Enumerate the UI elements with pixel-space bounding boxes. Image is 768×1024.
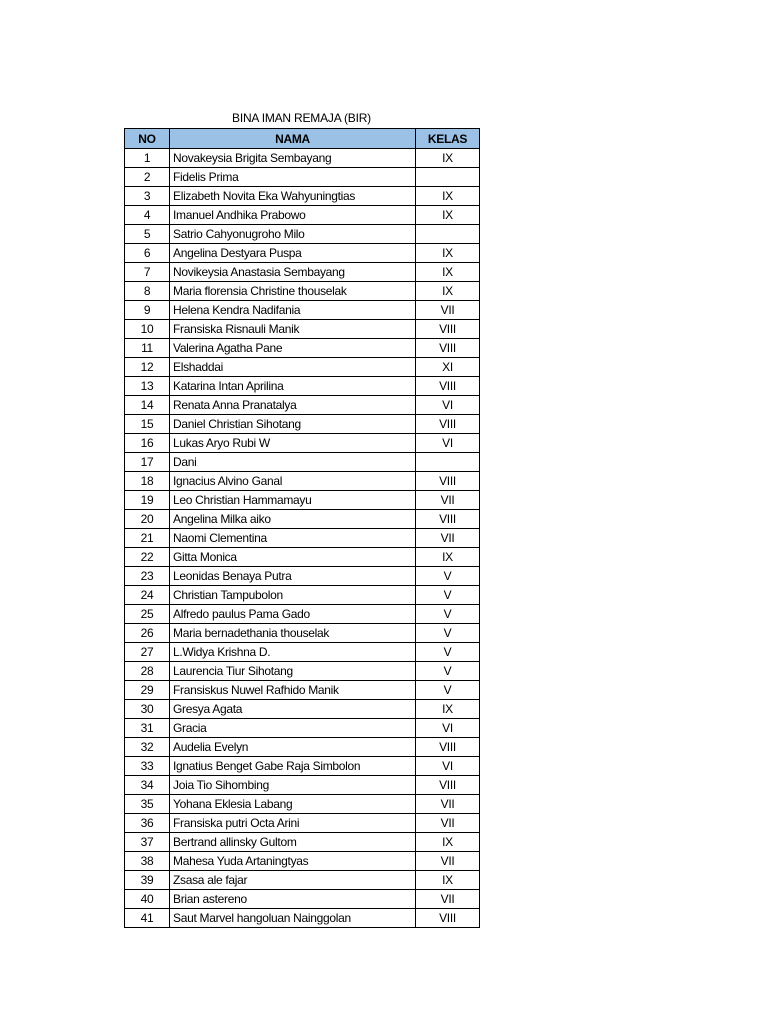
student-name-cell: Ignatius Benget Gabe Raja Simbolon xyxy=(170,757,416,776)
class-cell: XI xyxy=(416,358,480,377)
class-cell: IX xyxy=(416,149,480,168)
table-row xyxy=(125,206,480,225)
table-header xyxy=(125,129,480,149)
class-cell: V xyxy=(416,643,480,662)
column-header-no: NO xyxy=(125,129,170,149)
student-name-cell: Joia Tio Sihombing xyxy=(170,776,416,795)
table-row xyxy=(125,643,480,662)
class-cell: IX xyxy=(416,263,480,282)
row-number-cell: 20 xyxy=(125,510,170,529)
student-name-cell: Katarina Intan Aprilina xyxy=(170,377,416,396)
student-name-cell: Elshaddai xyxy=(170,358,416,377)
class-cell: VI xyxy=(416,719,480,738)
class-cell: VII xyxy=(416,795,480,814)
table-row xyxy=(125,529,480,548)
student-name-cell: Novakeysia Brigita Sembayang xyxy=(170,149,416,168)
class-cell: VII xyxy=(416,529,480,548)
row-number-cell: 25 xyxy=(125,605,170,624)
row-number-cell: 29 xyxy=(125,681,170,700)
table-row xyxy=(125,757,480,776)
row-number-cell: 3 xyxy=(125,187,170,206)
class-cell: VIII xyxy=(416,909,480,928)
table-row xyxy=(125,149,480,168)
table-row xyxy=(125,434,480,453)
table-row xyxy=(125,662,480,681)
table-row xyxy=(125,814,480,833)
row-number-cell: 41 xyxy=(125,909,170,928)
student-name-cell: Daniel Christian Sihotang xyxy=(170,415,416,434)
student-name-cell: Elizabeth Novita Eka Wahyuningtias xyxy=(170,187,416,206)
table-row xyxy=(125,244,480,263)
row-number-cell: 21 xyxy=(125,529,170,548)
class-cell: IX xyxy=(416,244,480,263)
table-row xyxy=(125,187,480,206)
row-number-cell: 26 xyxy=(125,624,170,643)
student-name-cell: Valerina Agatha Pane xyxy=(170,339,416,358)
row-number-cell: 12 xyxy=(125,358,170,377)
row-number-cell: 14 xyxy=(125,396,170,415)
class-cell: V xyxy=(416,681,480,700)
row-number-cell: 5 xyxy=(125,225,170,244)
row-number-cell: 36 xyxy=(125,814,170,833)
row-number-cell: 16 xyxy=(125,434,170,453)
class-cell: IX xyxy=(416,700,480,719)
student-name-cell: Bertrand allinsky Gultom xyxy=(170,833,416,852)
student-name-cell: Novikeysia Anastasia Sembayang xyxy=(170,263,416,282)
table-row xyxy=(125,225,480,244)
class-cell: V xyxy=(416,586,480,605)
table-row xyxy=(125,282,480,301)
student-name-cell: Dani xyxy=(170,453,416,472)
student-name-cell: Leonidas Benaya Putra xyxy=(170,567,416,586)
student-name-cell: Maria bernadethania thouselak xyxy=(170,624,416,643)
row-number-cell: 6 xyxy=(125,244,170,263)
table-row xyxy=(125,586,480,605)
class-cell: VIII xyxy=(416,377,480,396)
row-number-cell: 37 xyxy=(125,833,170,852)
class-cell: VIII xyxy=(416,320,480,339)
student-name-cell: Naomi Clementina xyxy=(170,529,416,548)
student-name-cell: Helena Kendra Nadifania xyxy=(170,301,416,320)
student-name-cell: Laurencia Tiur Sihotang xyxy=(170,662,416,681)
row-number-cell: 31 xyxy=(125,719,170,738)
table-row xyxy=(125,396,480,415)
student-name-cell: Gitta Monica xyxy=(170,548,416,567)
student-name-cell: Angelina Destyara Puspa xyxy=(170,244,416,263)
class-cell: IX xyxy=(416,187,480,206)
student-name-cell: Gracia xyxy=(170,719,416,738)
student-name-cell: Fransiska putri Octa Arini xyxy=(170,814,416,833)
table-row xyxy=(125,377,480,396)
student-name-cell: Renata Anna Pranatalya xyxy=(170,396,416,415)
table-row xyxy=(125,700,480,719)
student-name-cell: Yohana Eklesia Labang xyxy=(170,795,416,814)
row-number-cell: 23 xyxy=(125,567,170,586)
column-header-kelas: KELAS xyxy=(416,129,480,149)
class-cell: IX xyxy=(416,833,480,852)
student-name-cell: Audelia Evelyn xyxy=(170,738,416,757)
table-row xyxy=(125,624,480,643)
class-cell: VII xyxy=(416,301,480,320)
table-row xyxy=(125,510,480,529)
roster-table xyxy=(124,128,480,928)
table-row xyxy=(125,263,480,282)
table-row xyxy=(125,738,480,757)
table-row xyxy=(125,472,480,491)
row-number-cell: 24 xyxy=(125,586,170,605)
row-number-cell: 11 xyxy=(125,339,170,358)
student-name-cell: Fransiskus Nuwel Rafhido Manik xyxy=(170,681,416,700)
table-row xyxy=(125,301,480,320)
class-cell: VII xyxy=(416,852,480,871)
student-name-cell: Alfredo paulus Pama Gado xyxy=(170,605,416,624)
table-row xyxy=(125,567,480,586)
table-row xyxy=(125,320,480,339)
row-number-cell: 34 xyxy=(125,776,170,795)
student-name-cell: Imanuel Andhika Prabowo xyxy=(170,206,416,225)
class-cell: VII xyxy=(416,491,480,510)
table-row xyxy=(125,871,480,890)
table-row xyxy=(125,415,480,434)
row-number-cell: 28 xyxy=(125,662,170,681)
column-header-nama: NAMA xyxy=(170,129,416,149)
class-cell: IX xyxy=(416,548,480,567)
table-row xyxy=(125,605,480,624)
class-cell: VIII xyxy=(416,415,480,434)
class-cell: IX xyxy=(416,282,480,301)
sheet-title: BINA IMAN REMAJA (BIR) xyxy=(232,111,371,125)
class-cell: VI xyxy=(416,757,480,776)
class-cell xyxy=(416,225,480,244)
class-cell: V xyxy=(416,624,480,643)
student-name-cell: Maria florensia Christine thouselak xyxy=(170,282,416,301)
student-name-cell: Saut Marvel hangoluan Nainggolan xyxy=(170,909,416,928)
class-cell: V xyxy=(416,605,480,624)
table-row xyxy=(125,776,480,795)
table-body xyxy=(125,149,480,928)
table-row xyxy=(125,852,480,871)
row-number-cell: 18 xyxy=(125,472,170,491)
row-number-cell: 1 xyxy=(125,149,170,168)
student-name-cell: Mahesa Yuda Artaningtyas xyxy=(170,852,416,871)
class-cell: VII xyxy=(416,890,480,909)
row-number-cell: 13 xyxy=(125,377,170,396)
class-cell: IX xyxy=(416,871,480,890)
class-cell: VIII xyxy=(416,776,480,795)
class-cell xyxy=(416,453,480,472)
student-name-cell: Satrio Cahyonugroho Milo xyxy=(170,225,416,244)
row-number-cell: 35 xyxy=(125,795,170,814)
table-row xyxy=(125,909,480,928)
student-name-cell: Brian astereno xyxy=(170,890,416,909)
row-number-cell: 30 xyxy=(125,700,170,719)
row-number-cell: 32 xyxy=(125,738,170,757)
student-name-cell: Lukas Aryo Rubi W xyxy=(170,434,416,453)
table-row xyxy=(125,168,480,187)
row-number-cell: 2 xyxy=(125,168,170,187)
table-row xyxy=(125,491,480,510)
class-cell: VIII xyxy=(416,738,480,757)
row-number-cell: 33 xyxy=(125,757,170,776)
table-row xyxy=(125,548,480,567)
header-row xyxy=(125,129,480,149)
class-cell: VIII xyxy=(416,510,480,529)
row-number-cell: 40 xyxy=(125,890,170,909)
class-cell: VIII xyxy=(416,472,480,491)
row-number-cell: 9 xyxy=(125,301,170,320)
student-name-cell: Leo Christian Hammamayu xyxy=(170,491,416,510)
row-number-cell: 39 xyxy=(125,871,170,890)
class-cell: VI xyxy=(416,396,480,415)
row-number-cell: 27 xyxy=(125,643,170,662)
table-row xyxy=(125,890,480,909)
student-name-cell: Fidelis Prima xyxy=(170,168,416,187)
student-name-cell: Gresya Agata xyxy=(170,700,416,719)
row-number-cell: 19 xyxy=(125,491,170,510)
row-number-cell: 22 xyxy=(125,548,170,567)
table-row xyxy=(125,358,480,377)
table-row xyxy=(125,719,480,738)
table-row xyxy=(125,795,480,814)
class-cell xyxy=(416,168,480,187)
row-number-cell: 15 xyxy=(125,415,170,434)
student-name-cell: Angelina Milka aiko xyxy=(170,510,416,529)
row-number-cell: 8 xyxy=(125,282,170,301)
table-row xyxy=(125,681,480,700)
student-name-cell: Fransiska Risnauli Manik xyxy=(170,320,416,339)
row-number-cell: 7 xyxy=(125,263,170,282)
class-cell: VII xyxy=(416,814,480,833)
table-row xyxy=(125,833,480,852)
table-row xyxy=(125,339,480,358)
student-name-cell: L.Widya Krishna D. xyxy=(170,643,416,662)
class-cell: VIII xyxy=(416,339,480,358)
class-cell: V xyxy=(416,662,480,681)
class-cell: IX xyxy=(416,206,480,225)
class-cell: V xyxy=(416,567,480,586)
student-name-cell: Zsasa ale fajar xyxy=(170,871,416,890)
row-number-cell: 17 xyxy=(125,453,170,472)
row-number-cell: 38 xyxy=(125,852,170,871)
student-name-cell: Christian Tampubolon xyxy=(170,586,416,605)
row-number-cell: 10 xyxy=(125,320,170,339)
table-row xyxy=(125,453,480,472)
student-name-cell: Ignacius Alvino Ganal xyxy=(170,472,416,491)
row-number-cell: 4 xyxy=(125,206,170,225)
class-cell: VI xyxy=(416,434,480,453)
